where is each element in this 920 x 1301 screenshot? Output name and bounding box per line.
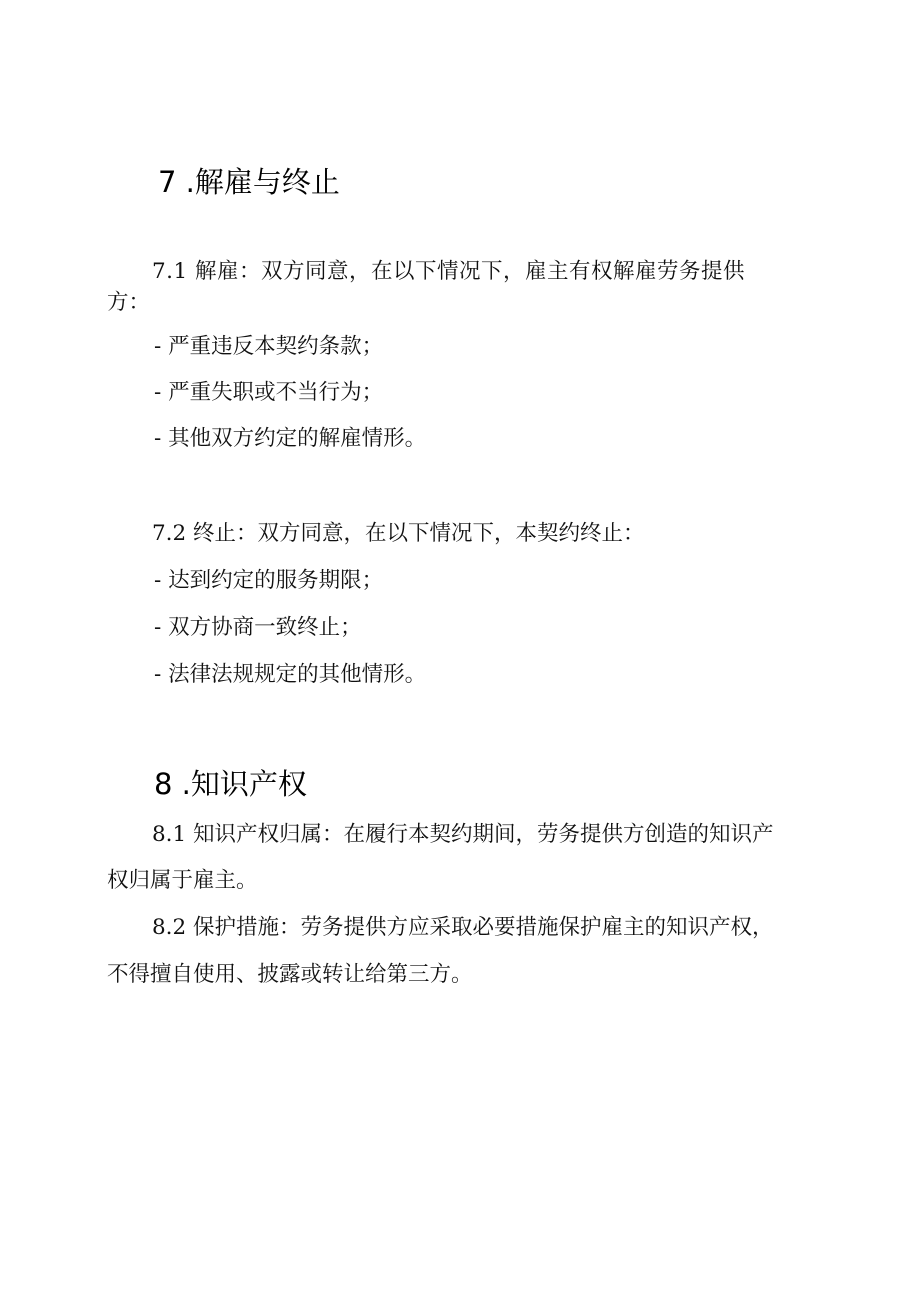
clause-8-2-line-1: 8.2 保护措施：劳务提供方应采取必要措施保护雇主的知识产权， <box>152 915 774 940</box>
clause-7-1-item-2: - 严重失职或不当行为； <box>154 380 384 405</box>
clause-7-1-item-3: - 其他双方约定的解雇情形。 <box>154 426 427 451</box>
clause-7-2-item-1: - 达到约定的服务期限； <box>154 568 384 593</box>
clause-8-1-line-2: 权归属于雇主。 <box>107 868 258 893</box>
clause-8-1-line-1: 8.1 知识产权归属：在履行本契约期间，劳务提供方创造的知识产 <box>152 822 774 847</box>
clause-7-1-item-1: - 严重违反本契约条款； <box>154 334 384 359</box>
clause-7-2-line-1: 7.2 终止：双方同意，在以下情况下，本契约终止： <box>152 521 645 546</box>
clause-7-2-item-3: - 法律法规规定的其他情形。 <box>154 662 427 687</box>
clause-7-1-line-2: 方： <box>107 290 151 315</box>
clause-8-2-line-2: 不得擅自使用、披露或转让给第三方。 <box>107 962 473 987</box>
clause-7-2-item-2: - 双方协商一致终止； <box>154 615 362 640</box>
section-7-heading: 7 .解雇与终止 <box>158 165 340 199</box>
section-8-heading: 8 .知识产权 <box>154 767 307 801</box>
clause-7-1-line-1: 7.1 解雇：双方同意，在以下情况下，雇主有权解雇劳务提供 <box>152 259 746 284</box>
